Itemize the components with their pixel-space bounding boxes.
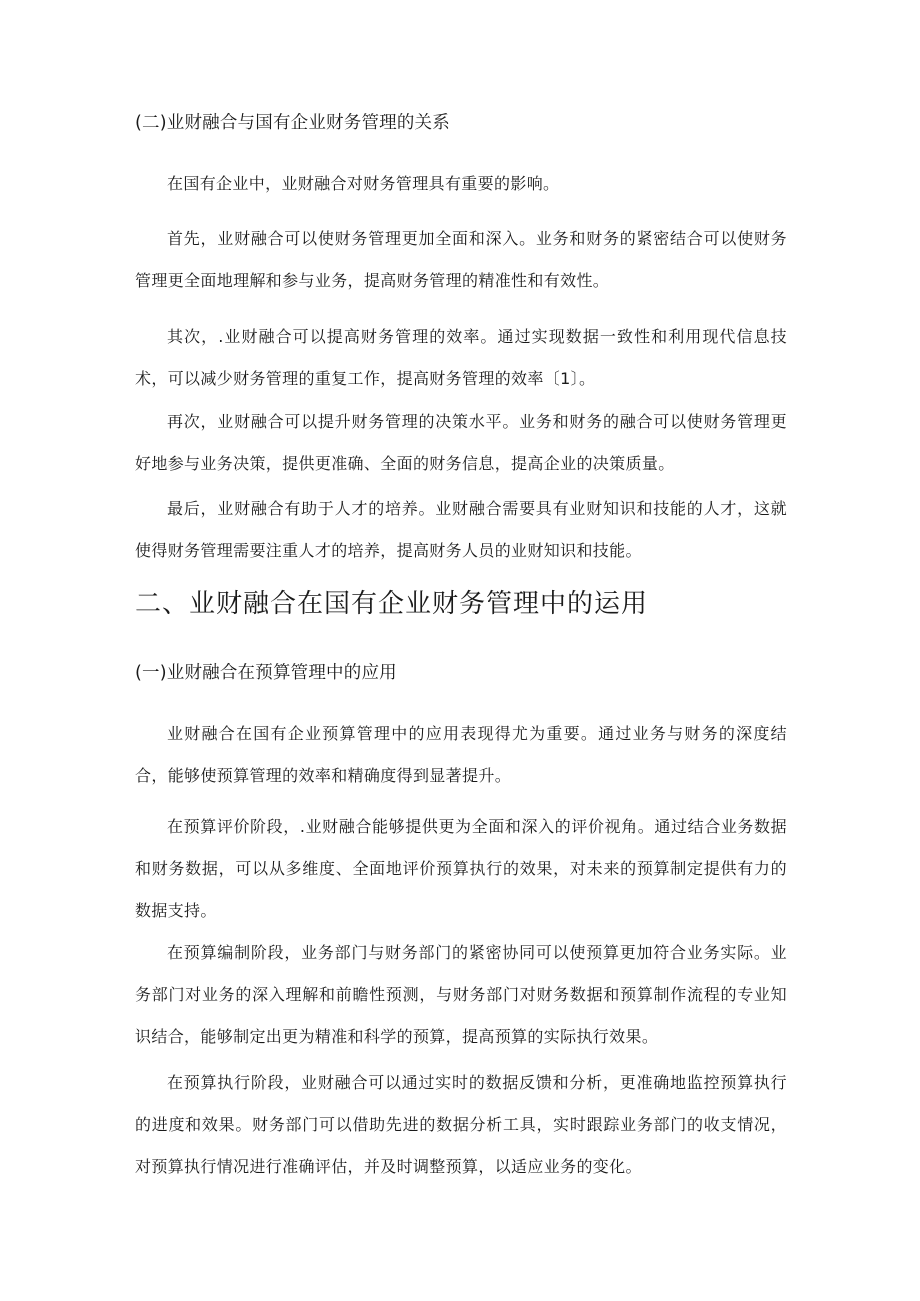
paragraph-budget-intro: 业财融合在国有企业预算管理中的应用表现得尤为重要。通过业务与财务的深度结合，能够使预算管理的效率和精确度得到显著提升。 xyxy=(135,724,787,785)
paragraph-intro: 在国有企业中，业财融合对财务管理具有重要的影响。 xyxy=(167,174,560,193)
paragraph-fourth: 最后，业财融合有助于人才的培养。业财融合需要具有业财知识和技能的人才，这就使得财务管理需要注重人才的培养，提高财务人员的业财知识和技能。 xyxy=(135,499,787,560)
chapter-heading: 二、业财融合在国有企业财务管理中的运用 xyxy=(135,589,649,619)
paragraph-budget-execution: 在预算执行阶段，业财融合可以通过实时的数据反馈和分析，更准确地监控预算执行的进度和效果。财务部门可以借助先进的数据分析工具，实时跟踪业务部门的收支情况，对预算执行情况进行准确评估，并及时调整预算，以适应业务的变化。 xyxy=(135,1073,787,1176)
subheading-budget: (一)业财融合在预算管理中的应用 xyxy=(135,663,397,683)
subheading-relationship: (二)业财融合与国有企业财务管理的关系 xyxy=(135,113,450,133)
paragraph-second: 其次，.业财融合可以提高财务管理的效率。通过实现数据一致性和利用现代信息技术，可以减少财务管理的重复工作，提高财务管理的效率〔1〕。 xyxy=(135,327,787,388)
paragraph-third: 再次，业财融合可以提升财务管理的决策水平。业务和财务的融合可以使财务管理更好地参与业务决策，提供更准确、全面的财务信息，提高企业的决策质量。 xyxy=(135,412,787,473)
paragraph-budget-evaluation: 在预算评价阶段，.业财融合能够提供更为全面和深入的评价视角。通过结合业务数据和财务数据，可以从多维度、全面地评价预算执行的效果，对未来的预算制定提供有力的数据支持。 xyxy=(135,817,787,920)
paragraph-first: 首先，业财融合可以使财务管理更加全面和深入。业务和财务的紧密结合可以使财务管理更全面地理解和参与业务，提高财务管理的精准性和有效性。 xyxy=(135,229,787,290)
paragraph-budget-compilation: 在预算编制阶段，业务部门与财务部门的紧密协同可以使预算更加符合业务实际。业务部门对业务的深入理解和前瞻性预测，与财务部门对财务数据和预算制作流程的专业知识结合，能够制定出更为精准和科学的预算，提高预算的实际执行效果。 xyxy=(135,943,787,1046)
